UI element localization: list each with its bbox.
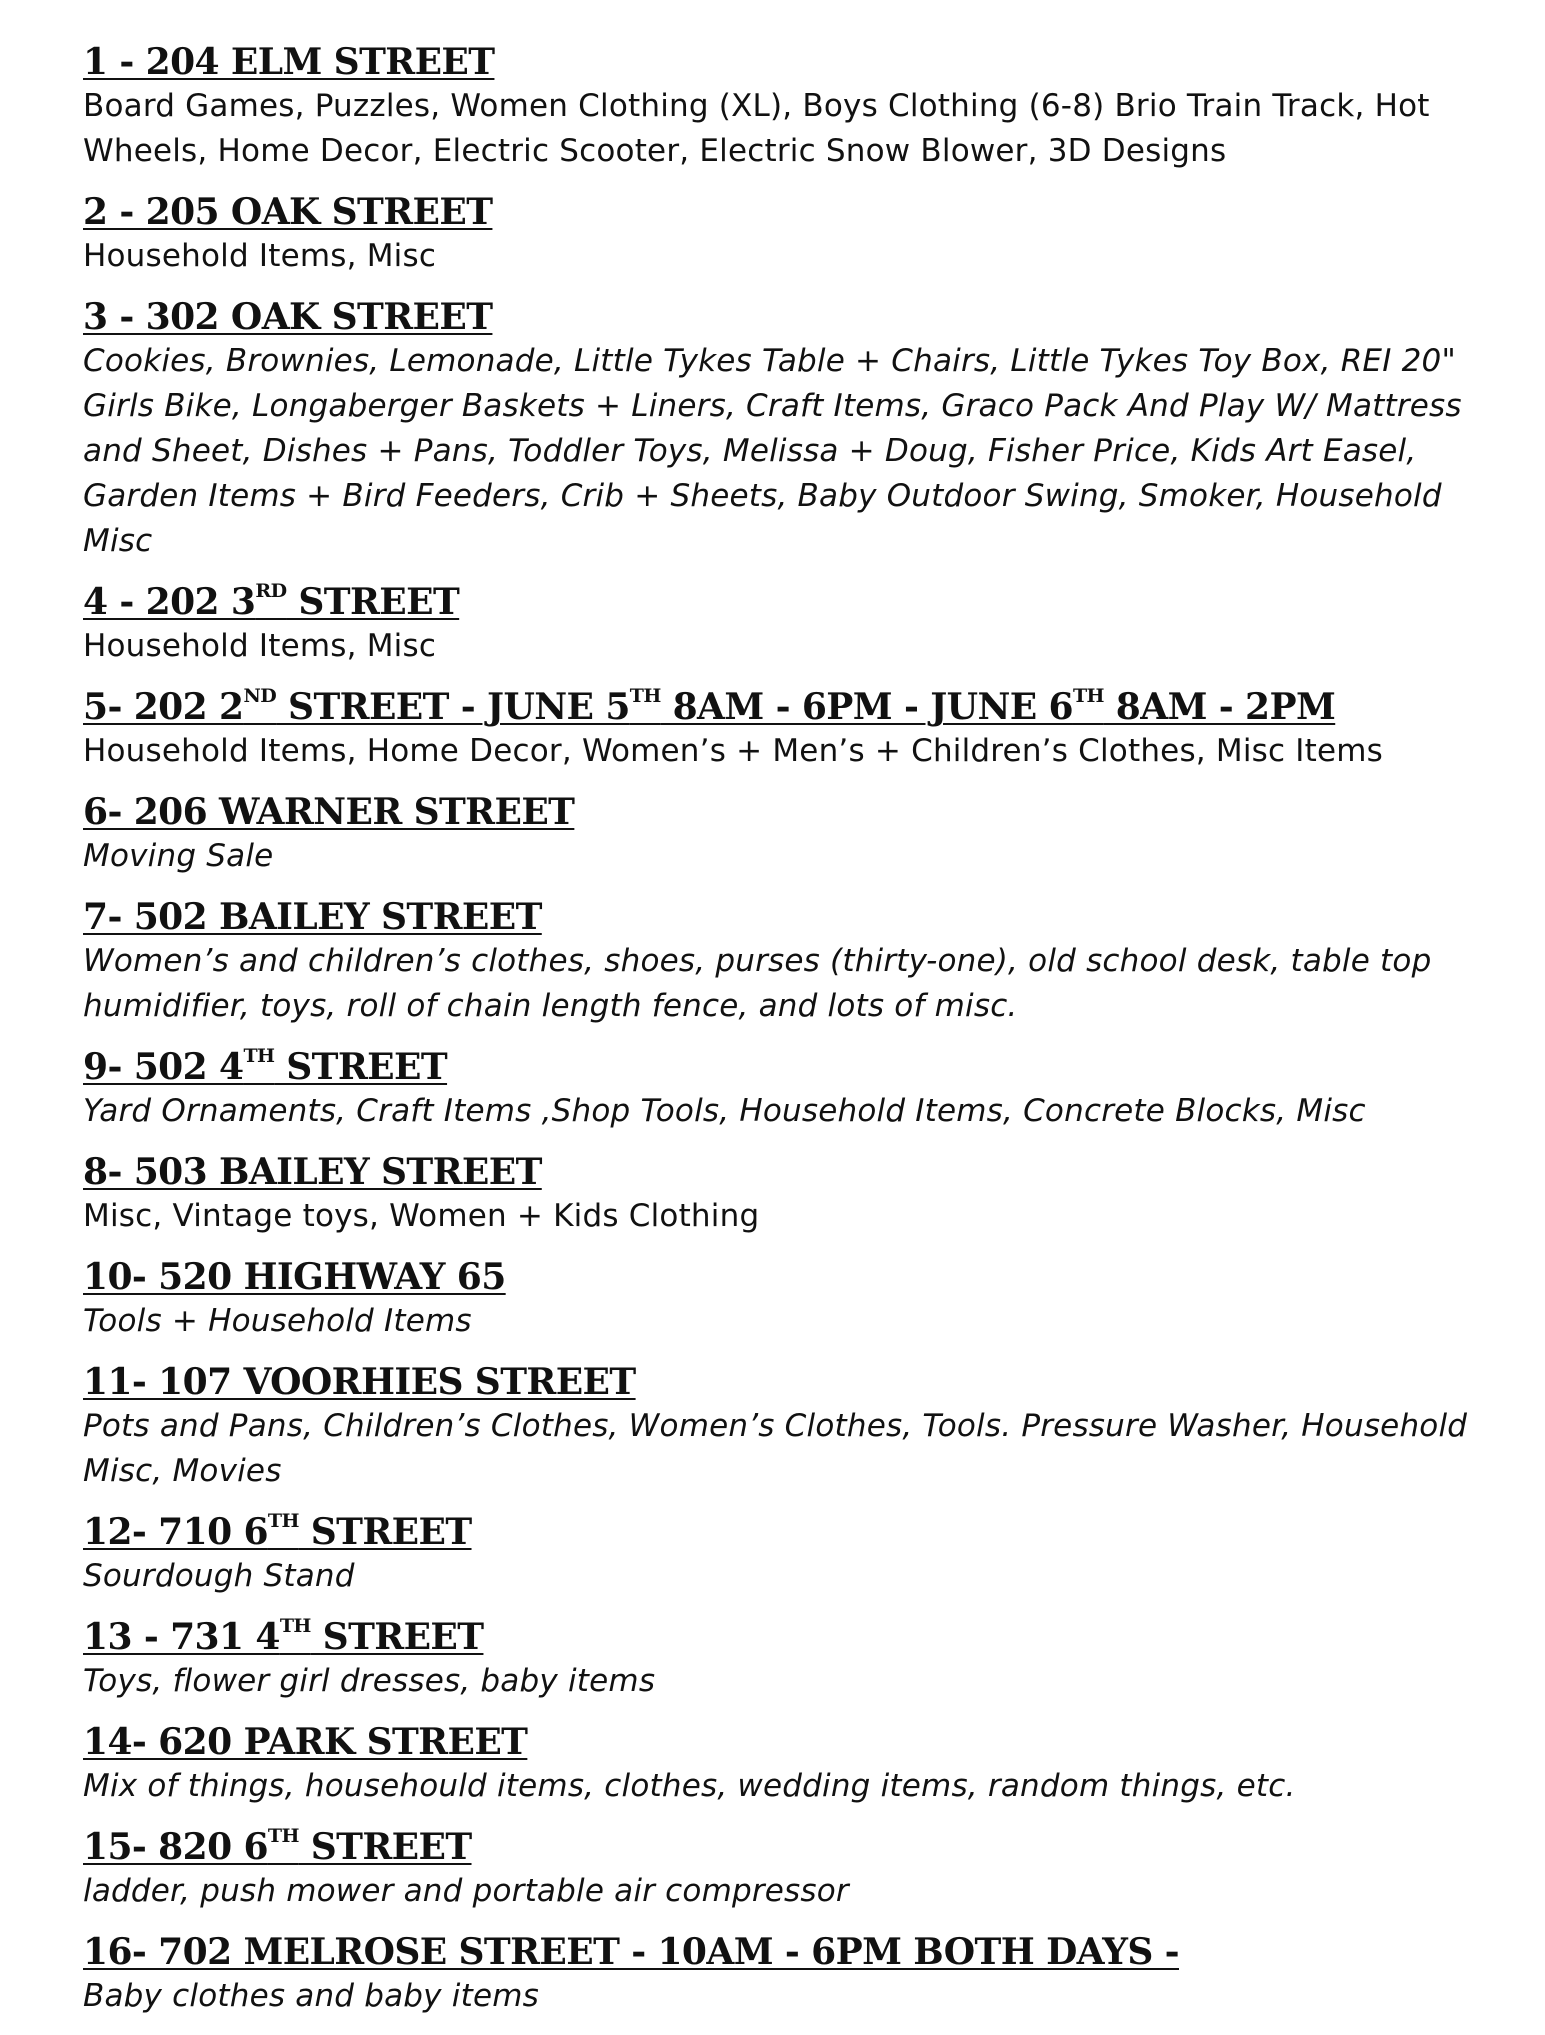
address-heading (83, 1150, 1483, 1194)
items-description: Pots and Pans, Children’s Clothes, Women’s Clothes, Tools. Pressure Washer, Household Misc, Movies (83, 1408, 1468, 1489)
heading-text: 5- 202 2 (83, 686, 244, 728)
ordinal-suffix: ND (243, 685, 277, 707)
heading-text: STREET (298, 1826, 472, 1868)
address-heading (83, 1360, 1483, 1404)
entry-16 (83, 1930, 1483, 2019)
address-heading (83, 40, 1483, 84)
address-heading (83, 1510, 1483, 1554)
entry-12 (83, 1510, 1483, 1599)
heading-text: 13 - 731 4 (83, 1616, 280, 1658)
entry-11 (83, 1360, 1483, 1494)
entry-5 (83, 685, 1483, 774)
heading-text: 9- 502 4 (83, 1046, 244, 1088)
entry-3 (83, 295, 1483, 564)
heading-text: 15- 820 6 (83, 1826, 268, 1868)
address-heading (83, 895, 1483, 939)
entry-4 (83, 580, 1483, 669)
address-heading (83, 190, 1483, 234)
entry-2 (83, 190, 1483, 279)
heading-text: STREET (310, 1616, 484, 1658)
heading-text: 1 - 204 ELM STREET (83, 41, 495, 83)
ordinal-suffix: TH (267, 1510, 299, 1532)
entry-9 (83, 1045, 1483, 1134)
heading-text: 11- 107 VOORHIES STREET (83, 1361, 636, 1403)
address-heading (83, 1045, 1483, 1089)
address-heading (83, 1930, 1483, 1974)
sale-list (83, 40, 1483, 2035)
ordinal-suffix: TH (243, 1045, 275, 1067)
items-description: Baby clothes and baby items (83, 1978, 539, 2014)
address-heading (83, 1720, 1483, 1764)
items-description: Tools + Household Items (83, 1303, 472, 1339)
items-description: Moving Sale (83, 838, 274, 874)
heading-text: 8AM - 6PM - JUNE 6 (660, 686, 1073, 728)
entry-1 (83, 40, 1483, 174)
items-description: Cookies, Brownies, Lemonade, Little Tykes Table + Chairs, Little Tykes Toy Box, REI 20" Girls Bike, Longaberger Baskets + Liners, Craft Items, Graco Pack And Play W/ Mattress and Sheet, Dishes + Pans, Toddler Toys, Melissa + Doug, Fisher Price, Kids Art Easel, Garden Items + Bird Feeders, Crib + Sheets, Baby Outdoor Swing, Smoker, Household Misc (83, 343, 1462, 559)
items-description: Sourdough Stand (83, 1558, 355, 1594)
heading-text: 4 - 202 3 (83, 581, 256, 623)
items-description: ladder, push mower and portable air compressor (83, 1873, 849, 1909)
heading-text: STREET - JUNE 5 (276, 686, 630, 728)
items-description: Misc, Vintage toys, Women + Kids Clothing (83, 1198, 760, 1234)
address-heading (83, 685, 1483, 729)
entry-13 (83, 1615, 1483, 1704)
items-description: Toys, flower girl dresses, baby items (83, 1663, 656, 1699)
heading-text: STREET (286, 581, 460, 623)
heading-text: 10- 520 HIGHWAY 65 (83, 1256, 506, 1298)
entry-6 (83, 790, 1483, 879)
heading-text: 8AM - 2PM (1103, 686, 1336, 728)
items-description: Household Items, Home Decor, Women’s + Men’s + Children’s Clothes, Misc Items (83, 733, 1384, 769)
entry-8 (83, 1150, 1483, 1239)
address-heading (83, 1255, 1483, 1299)
heading-text: 6- 206 WARNER STREET (83, 791, 575, 833)
address-heading (83, 295, 1483, 339)
address-heading (83, 790, 1483, 834)
ordinal-suffix: TH (279, 1615, 311, 1637)
heading-text: 2 - 205 OAK STREET (83, 191, 493, 233)
items-description: Household Items, Misc (83, 238, 437, 274)
address-heading (83, 1615, 1483, 1659)
items-description: Mix of things, househould items, clothes, wedding items, random things, etc. (83, 1768, 1296, 1804)
heading-text: STREET (298, 1511, 472, 1553)
heading-text: 8- 503 BAILEY STREET (83, 1151, 542, 1193)
heading-text: 14- 620 PARK STREET (83, 1721, 528, 1763)
ordinal-suffix: TH (267, 1825, 299, 1847)
entry-14 (83, 1720, 1483, 1809)
entry-10 (83, 1255, 1483, 1344)
heading-text: STREET (274, 1046, 448, 1088)
heading-text: 16- 702 MELROSE STREET - 10AM - 6PM BOTH DAYS - (83, 1931, 1179, 1973)
address-heading (83, 1825, 1483, 1869)
heading-text: 12- 710 6 (83, 1511, 268, 1553)
items-description: Board Games, Puzzles, Women Clothing (XL), Boys Clothing (6-8) Brio Train Track, Hot Wheels, Home Decor, Electric Scooter, Electric Snow Blower, 3D Designs (83, 88, 1430, 169)
ordinal-suffix: TH (629, 685, 661, 707)
items-description: Women’s and children’s clothes, shoes, purses (thirty-one), old school desk, table top humidifier, toys, roll of chain length fence, and lots of misc. (83, 943, 1432, 1024)
heading-text: 3 - 302 OAK STREET (83, 296, 493, 338)
heading-text: 7- 502 BAILEY STREET (83, 896, 542, 938)
entry-15 (83, 1825, 1483, 1914)
entry-7 (83, 895, 1483, 1029)
ordinal-suffix: TH (1072, 685, 1104, 707)
address-heading (83, 580, 1483, 624)
ordinal-suffix: RD (255, 580, 287, 602)
items-description: Household Items, Misc (83, 628, 437, 664)
items-description: Yard Ornaments, Craft Items ,Shop Tools, Household Items, Concrete Blocks, Misc (83, 1093, 1366, 1129)
